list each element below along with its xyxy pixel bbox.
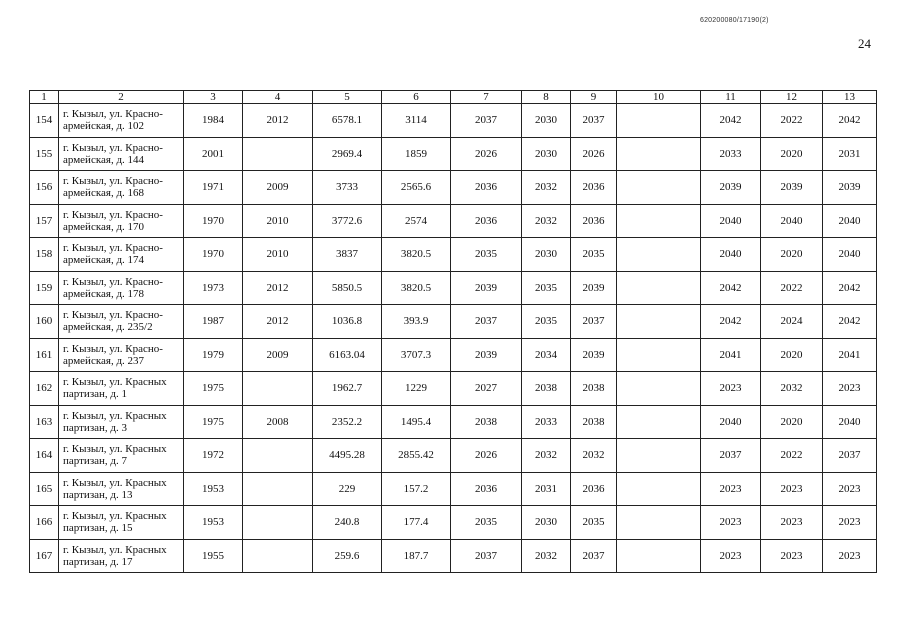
table-cell: 2022 [761,271,823,305]
table-cell: 2009 [243,171,313,205]
table-cell [617,271,701,305]
table-cell: 2039 [823,171,877,205]
table-cell: 187.7 [382,539,451,573]
table-cell: 2023 [823,472,877,506]
table-cell: 5850.5 [313,271,382,305]
table-cell: 2026 [451,439,522,473]
table-cell [617,372,701,406]
table-cell: 2023 [701,506,761,540]
table-row [30,472,877,506]
table-cell [617,305,701,339]
table-cell: 2023 [761,539,823,573]
table-cell: 1953 [184,472,243,506]
table-cell: 2036 [571,472,617,506]
table-cell [243,472,313,506]
table-cell [243,137,313,171]
table-cell: 229 [313,472,382,506]
address-cell: г. Кызыл, ул. Красных партизан, д. 7 [59,439,184,473]
address-cell: г. Кызыл, ул. Красно-армейская, д. 237 [59,338,184,372]
table-cell: 6578.1 [313,104,382,138]
column-header: 2 [59,91,184,104]
column-header: 13 [823,91,877,104]
table-cell: 177.4 [382,506,451,540]
table-cell [243,539,313,573]
table-cell: 3837 [313,238,382,272]
row-number-cell: 157 [30,204,59,238]
table-cell: 2038 [522,372,571,406]
table-cell: 2037 [451,305,522,339]
row-number-cell: 155 [30,137,59,171]
table-cell [617,539,701,573]
table-cell: 2036 [451,204,522,238]
row-number-cell: 160 [30,305,59,339]
table-cell: 2042 [701,271,761,305]
table-cell: 2027 [451,372,522,406]
row-number-cell: 161 [30,338,59,372]
column-header: 7 [451,91,522,104]
address-cell: г. Кызыл, ул. Красно-армейская, д. 144 [59,137,184,171]
table-cell: 1953 [184,506,243,540]
table-cell: 2037 [571,539,617,573]
column-header: 11 [701,91,761,104]
table-cell: 2041 [823,338,877,372]
table-cell [617,171,701,205]
table-cell [617,204,701,238]
column-header: 3 [184,91,243,104]
table-cell: 3772.6 [313,204,382,238]
table-cell: 4495.28 [313,439,382,473]
table-cell: 1971 [184,171,243,205]
table-cell: 2020 [761,405,823,439]
table-cell: 2035 [451,238,522,272]
table-cell: 2030 [522,137,571,171]
table-cell: 2032 [571,439,617,473]
table-cell: 2023 [823,372,877,406]
table-row [30,104,877,138]
table-cell: 2040 [823,238,877,272]
table-cell: 2032 [522,439,571,473]
table-cell: 1495.4 [382,405,451,439]
table-row [30,506,877,540]
table-cell: 2036 [571,204,617,238]
table-cell: 2022 [761,439,823,473]
table-cell: 2034 [522,338,571,372]
table-row [30,238,877,272]
address-cell: г. Кызыл, ул. Красных партизан, д. 15 [59,506,184,540]
table-cell: 2023 [761,472,823,506]
table-cell: 2042 [823,104,877,138]
address-cell: г. Кызыл, ул. Красно-армейская, д. 102 [59,104,184,138]
table-cell: 2035 [522,305,571,339]
table-cell: 2023 [823,539,877,573]
column-header: 10 [617,91,701,104]
address-cell: г. Кызыл, ул. Красно-армейская, д. 168 [59,171,184,205]
table-cell: 2039 [701,171,761,205]
table-row [30,204,877,238]
table-cell: 1972 [184,439,243,473]
table-cell: 2039 [451,271,522,305]
table-cell: 3820.5 [382,271,451,305]
table-cell: 2037 [451,104,522,138]
table-cell: 3114 [382,104,451,138]
table-cell: 2035 [571,238,617,272]
table-cell: 2032 [522,204,571,238]
table-row [30,372,877,406]
table-row [30,338,877,372]
table-cell [243,439,313,473]
row-number-cell: 158 [30,238,59,272]
column-header: 6 [382,91,451,104]
table-cell: 2012 [243,305,313,339]
table-cell: 2008 [243,405,313,439]
table-cell: 2041 [701,338,761,372]
table-cell: 1036.8 [313,305,382,339]
table-cell [617,506,701,540]
table-cell: 2037 [701,439,761,473]
row-number-cell: 164 [30,439,59,473]
table-cell: 1984 [184,104,243,138]
table-cell: 240.8 [313,506,382,540]
table-cell [243,506,313,540]
table-cell: 2026 [571,137,617,171]
table-cell: 2010 [243,204,313,238]
table-cell: 2035 [451,506,522,540]
table-cell: 2042 [823,271,877,305]
table-cell [617,405,701,439]
table-cell [617,137,701,171]
table-row [30,539,877,573]
row-number-cell: 165 [30,472,59,506]
table-cell: 2038 [451,405,522,439]
table-cell: 1970 [184,238,243,272]
table-cell: 2020 [761,238,823,272]
address-cell: г. Кызыл, ул. Красно-армейская, д. 170 [59,204,184,238]
row-number-cell: 154 [30,104,59,138]
table-row [30,405,877,439]
table-cell: 2010 [243,238,313,272]
table-cell [243,372,313,406]
table-cell: 2023 [701,472,761,506]
table-cell [617,472,701,506]
address-cell: г. Кызыл, ул. Красных партизан, д. 1 [59,372,184,406]
table-cell: 2032 [761,372,823,406]
table-cell: 2012 [243,271,313,305]
table-cell [617,238,701,272]
table-cell: 6163.04 [313,338,382,372]
table-cell: 2032 [522,171,571,205]
table-row [30,439,877,473]
table-cell: 2040 [823,204,877,238]
table-cell: 2038 [571,405,617,439]
table-cell: 2040 [823,405,877,439]
table-cell: 2040 [761,204,823,238]
table-cell: 157.2 [382,472,451,506]
housing-table [29,90,877,573]
table-cell: 2009 [243,338,313,372]
table-cell: 393.9 [382,305,451,339]
table-cell: 2030 [522,104,571,138]
table-cell: 1970 [184,204,243,238]
table-cell: 3733 [313,171,382,205]
table-cell: 2036 [451,472,522,506]
page-number: 24 [858,36,871,51]
table-cell: 2001 [184,137,243,171]
table-cell: 1979 [184,338,243,372]
column-header: 12 [761,91,823,104]
address-cell: г. Кызыл, ул. Красных партизан, д. 13 [59,472,184,506]
table-cell: 2031 [522,472,571,506]
table-body [30,104,877,573]
table-cell: 2565.6 [382,171,451,205]
table-cell: 1962.7 [313,372,382,406]
column-header: 4 [243,91,313,104]
table-cell: 2036 [451,171,522,205]
table-cell: 2042 [701,305,761,339]
column-header: 1 [30,91,59,104]
table-cell: 2033 [701,137,761,171]
table-row [30,305,877,339]
address-cell: г. Кызыл, ул. Красно-армейская, д. 174 [59,238,184,272]
address-cell: г. Кызыл, ул. Красных партизан, д. 3 [59,405,184,439]
column-header: 8 [522,91,571,104]
table-cell: 1975 [184,372,243,406]
table-cell: 3820.5 [382,238,451,272]
table-cell: 2023 [761,506,823,540]
table-cell: 2037 [571,104,617,138]
table-cell: 1973 [184,271,243,305]
table-cell: 2026 [451,137,522,171]
table-cell: 2030 [522,238,571,272]
table-cell: 2042 [823,305,877,339]
table-cell [617,104,701,138]
table-cell: 2023 [701,372,761,406]
row-number-cell: 163 [30,405,59,439]
table-cell: 1859 [382,137,451,171]
table-cell: 2023 [701,539,761,573]
table-cell: 2012 [243,104,313,138]
table-cell: 1975 [184,405,243,439]
row-number-cell: 156 [30,171,59,205]
row-number-cell: 159 [30,271,59,305]
table-cell: 2039 [761,171,823,205]
table-cell: 2036 [571,171,617,205]
table-cell: 2969.4 [313,137,382,171]
table-cell: 2035 [571,506,617,540]
table-cell: 2037 [823,439,877,473]
table-cell: 2042 [701,104,761,138]
table-cell: 2024 [761,305,823,339]
table-cell: 2038 [571,372,617,406]
table-cell: 2040 [701,405,761,439]
table-cell: 2032 [522,539,571,573]
address-cell: г. Кызыл, ул. Красно-армейская, д. 235/2 [59,305,184,339]
table-cell: 2039 [571,338,617,372]
table-cell: 2040 [701,204,761,238]
column-header: 5 [313,91,382,104]
column-header: 9 [571,91,617,104]
address-cell: г. Кызыл, ул. Красных партизан, д. 17 [59,539,184,573]
table-cell: 2855.42 [382,439,451,473]
table-cell: 2033 [522,405,571,439]
row-number-cell: 167 [30,539,59,573]
table-cell: 1229 [382,372,451,406]
table-cell: 1955 [184,539,243,573]
table-cell: 2039 [451,338,522,372]
table-cell [617,439,701,473]
table-cell: 2023 [823,506,877,540]
table-cell: 2031 [823,137,877,171]
table-cell: 2574 [382,204,451,238]
table-cell: 2037 [571,305,617,339]
address-cell: г. Кызыл, ул. Красно-армейская, д. 178 [59,271,184,305]
row-number-cell: 166 [30,506,59,540]
row-number-cell: 162 [30,372,59,406]
table-cell: 2037 [451,539,522,573]
table-cell: 2035 [522,271,571,305]
table-cell: 259.6 [313,539,382,573]
table-row [30,271,877,305]
table-cell: 2040 [701,238,761,272]
table-cell: 2039 [571,271,617,305]
document-id: 620200080/17190(2) [700,17,769,24]
table-cell [617,338,701,372]
table-cell: 2030 [522,506,571,540]
header-row [30,91,877,104]
table-row [30,171,877,205]
table-cell: 2352.2 [313,405,382,439]
table-row [30,137,877,171]
table-cell: 2022 [761,104,823,138]
table-cell: 3707.3 [382,338,451,372]
table-cell: 2020 [761,137,823,171]
table-cell: 2020 [761,338,823,372]
table-cell: 1987 [184,305,243,339]
